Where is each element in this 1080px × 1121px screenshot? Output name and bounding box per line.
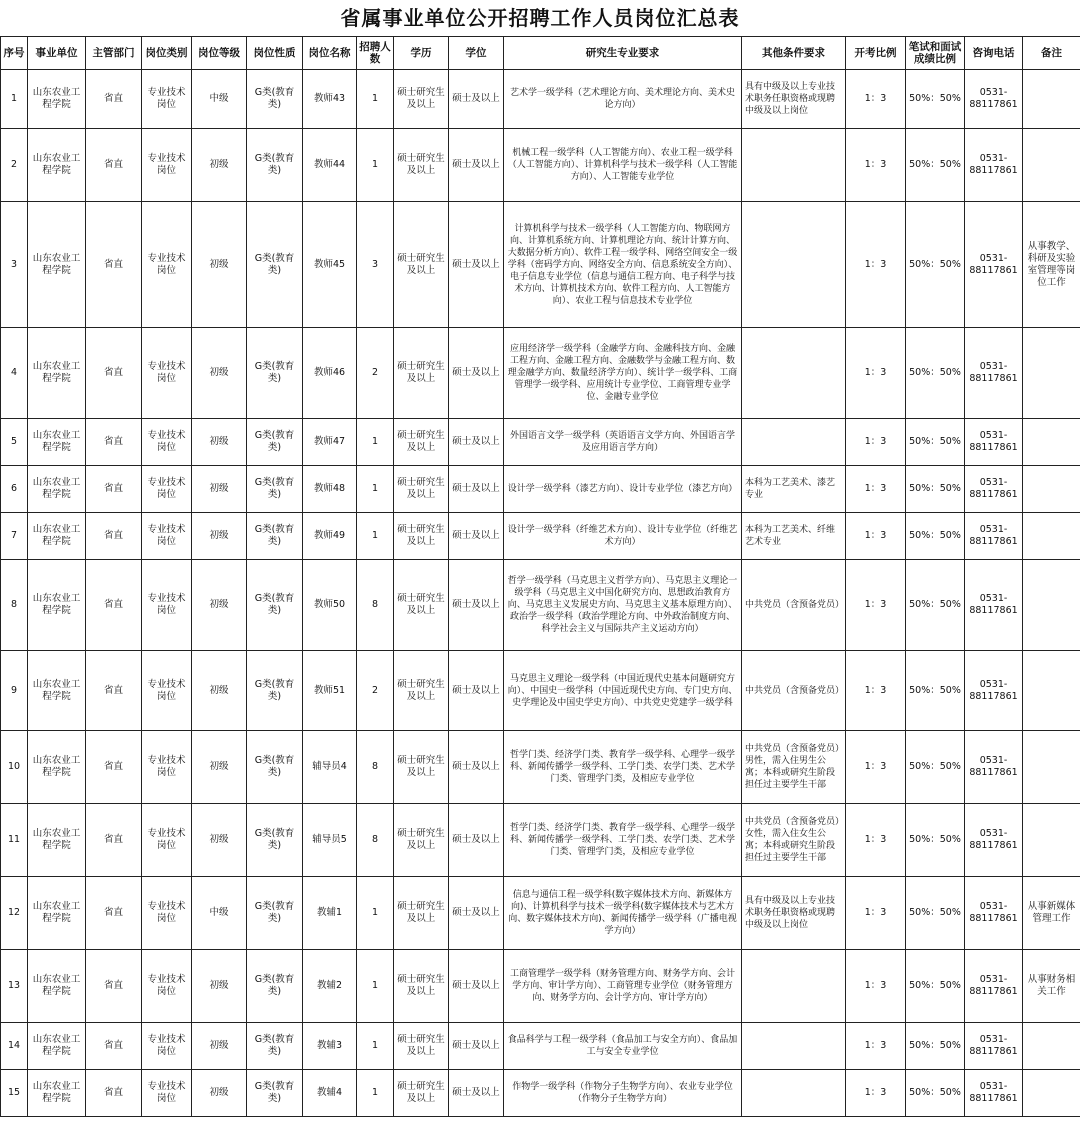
table-row bbox=[1, 513, 1080, 560]
cell-weight: 50%：50% bbox=[906, 419, 965, 466]
cell-dept: 省直 bbox=[86, 1023, 142, 1070]
cell-note bbox=[1023, 328, 1080, 419]
cell-dept: 省直 bbox=[86, 804, 142, 877]
cell-major: 计算机科学与技术一级学科（人工智能方向、物联网方向、计算机系统方向、计算机理论方向、统计计算方向、大数据分析方向）、软件工程一级学科、网络空间安全一级学科（密码学方向、网络安全方向、信息系统安全方向）、电子信息专业学位（信息与通信工程方向、电子科学与技术方向、计算机技术方向、软件工程方向、人工智能方向）、农业工程与信息技术专业学位 bbox=[504, 202, 742, 328]
cell-count: 1 bbox=[357, 466, 394, 513]
cell-note bbox=[1023, 1070, 1080, 1117]
cell-level: 初级 bbox=[192, 651, 247, 731]
cell-count: 1 bbox=[357, 70, 394, 129]
cell-unit: 山东农业工程学院 bbox=[28, 419, 86, 466]
cell-name: 教师49 bbox=[303, 513, 357, 560]
cell-degree: 硕士及以上 bbox=[449, 560, 504, 651]
cell-note bbox=[1023, 1023, 1080, 1070]
cell-count: 2 bbox=[357, 651, 394, 731]
cell-no: 4 bbox=[1, 328, 28, 419]
cell-ratio: 1：3 bbox=[846, 877, 906, 950]
cell-unit: 山东农业工程学院 bbox=[28, 466, 86, 513]
cell-dept: 省直 bbox=[86, 950, 142, 1023]
cell-weight: 50%：50% bbox=[906, 202, 965, 328]
cell-note bbox=[1023, 419, 1080, 466]
cell-nature: G类(教育类) bbox=[247, 129, 303, 202]
cell-edu: 硕士研究生及以上 bbox=[394, 804, 449, 877]
cell-note bbox=[1023, 651, 1080, 731]
table-row bbox=[1, 560, 1080, 651]
cell-unit: 山东农业工程学院 bbox=[28, 202, 86, 328]
cell-unit: 山东农业工程学院 bbox=[28, 651, 86, 731]
cell-major: 哲学门类、经济学门类、教育学一级学科、心理学一级学科、新闻传播学一级学科、工学门类、农学门类、艺术学门类、管理学门类，及相应专业学位 bbox=[504, 804, 742, 877]
cell-category: 专业技术岗位 bbox=[142, 1070, 192, 1117]
cell-dept: 省直 bbox=[86, 202, 142, 328]
cell-ratio: 1：3 bbox=[846, 419, 906, 466]
table-row bbox=[1, 1023, 1080, 1070]
cell-phone: 0531-88117861 bbox=[965, 70, 1023, 129]
cell-level: 初级 bbox=[192, 202, 247, 328]
cell-no: 2 bbox=[1, 129, 28, 202]
cell-note bbox=[1023, 129, 1080, 202]
cell-major: 应用经济学一级学科（金融学方向、金融科技方向、金融工程方向、金融工程方向、金融数学与金融工程方向、数理金融学方向、数量经济学方向）、统计学一级学科、工商管理学一级学科、应用统计专业学位、工商管理专业学位、金融专业学位 bbox=[504, 328, 742, 419]
cell-phone: 0531-88117861 bbox=[965, 466, 1023, 513]
cell-name: 教师51 bbox=[303, 651, 357, 731]
cell-major: 作物学一级学科（作物分子生物学方向）、农业专业学位（作物分子生物学方向） bbox=[504, 1070, 742, 1117]
header-category: 岗位类别 bbox=[142, 37, 192, 70]
cell-degree: 硕士及以上 bbox=[449, 651, 504, 731]
cell-dept: 省直 bbox=[86, 560, 142, 651]
table-body bbox=[1, 70, 1080, 1117]
cell-major: 哲学一级学科（马克思主义哲学方向）、马克思主义理论一级学科（马克思主义中国化研究方向、思想政治教育方向、马克思主义发展史方向、马克思主义基本原理方向）、政治学一级学科（政治学理论方向、中外政治制度方向、科学社会主义与国际共产主义运动方向） bbox=[504, 560, 742, 651]
cell-unit: 山东农业工程学院 bbox=[28, 731, 86, 804]
cell-weight: 50%：50% bbox=[906, 1070, 965, 1117]
cell-edu: 硕士研究生及以上 bbox=[394, 513, 449, 560]
cell-name: 教师43 bbox=[303, 70, 357, 129]
cell-count: 1 bbox=[357, 419, 394, 466]
cell-category: 专业技术岗位 bbox=[142, 731, 192, 804]
cell-unit: 山东农业工程学院 bbox=[28, 1070, 86, 1117]
cell-no: 14 bbox=[1, 1023, 28, 1070]
cell-level: 初级 bbox=[192, 560, 247, 651]
cell-unit: 山东农业工程学院 bbox=[28, 129, 86, 202]
cell-category: 专业技术岗位 bbox=[142, 202, 192, 328]
cell-ratio: 1：3 bbox=[846, 129, 906, 202]
cell-phone: 0531-88117861 bbox=[965, 202, 1023, 328]
table-row bbox=[1, 651, 1080, 731]
cell-edu: 硕士研究生及以上 bbox=[394, 419, 449, 466]
cell-major: 哲学门类、经济学门类、教育学一级学科、心理学一级学科、新闻传播学一级学科、工学门类、农学门类、艺术学门类、管理学门类，及相应专业学位 bbox=[504, 731, 742, 804]
cell-degree: 硕士及以上 bbox=[449, 804, 504, 877]
cell-nature: G类(教育类) bbox=[247, 1070, 303, 1117]
cell-major: 马克思主义理论一级学科（中国近现代史基本问题研究方向）、中国史一级学科（中国近现代史方向、专门史方向、史学理论及中国史学史方向）、中共党史党建学一级学科 bbox=[504, 651, 742, 731]
cell-category: 专业技术岗位 bbox=[142, 804, 192, 877]
cell-nature: G类(教育类) bbox=[247, 328, 303, 419]
cell-category: 专业技术岗位 bbox=[142, 1023, 192, 1070]
cell-other bbox=[742, 1023, 846, 1070]
cell-weight: 50%：50% bbox=[906, 804, 965, 877]
cell-degree: 硕士及以上 bbox=[449, 1070, 504, 1117]
cell-degree: 硕士及以上 bbox=[449, 950, 504, 1023]
table-row bbox=[1, 70, 1080, 129]
cell-ratio: 1：3 bbox=[846, 202, 906, 328]
table-row bbox=[1, 466, 1080, 513]
cell-count: 8 bbox=[357, 560, 394, 651]
cell-level: 初级 bbox=[192, 1070, 247, 1117]
cell-other bbox=[742, 129, 846, 202]
cell-nature: G类(教育类) bbox=[247, 877, 303, 950]
cell-no: 10 bbox=[1, 731, 28, 804]
cell-count: 1 bbox=[357, 513, 394, 560]
cell-edu: 硕士研究生及以上 bbox=[394, 1023, 449, 1070]
cell-edu: 硕士研究生及以上 bbox=[394, 731, 449, 804]
table-row bbox=[1, 731, 1080, 804]
cell-edu: 硕士研究生及以上 bbox=[394, 950, 449, 1023]
cell-ratio: 1：3 bbox=[846, 804, 906, 877]
cell-name: 辅导员5 bbox=[303, 804, 357, 877]
cell-degree: 硕士及以上 bbox=[449, 419, 504, 466]
cell-weight: 50%：50% bbox=[906, 129, 965, 202]
cell-unit: 山东农业工程学院 bbox=[28, 877, 86, 950]
cell-phone: 0531-88117861 bbox=[965, 731, 1023, 804]
cell-nature: G类(教育类) bbox=[247, 1023, 303, 1070]
table-row bbox=[1, 328, 1080, 419]
cell-note bbox=[1023, 70, 1080, 129]
cell-no: 3 bbox=[1, 202, 28, 328]
cell-other bbox=[742, 419, 846, 466]
cell-nature: G类(教育类) bbox=[247, 731, 303, 804]
cell-no: 7 bbox=[1, 513, 28, 560]
cell-category: 专业技术岗位 bbox=[142, 129, 192, 202]
cell-ratio: 1：3 bbox=[846, 328, 906, 419]
cell-major: 食品科学与工程一级学科（食品加工与安全方向）、食品加工与安全专业学位 bbox=[504, 1023, 742, 1070]
cell-edu: 硕士研究生及以上 bbox=[394, 1070, 449, 1117]
cell-dept: 省直 bbox=[86, 651, 142, 731]
header-ratio: 开考比例 bbox=[846, 37, 906, 70]
cell-other: 中共党员（含预备党员） bbox=[742, 651, 846, 731]
cell-edu: 硕士研究生及以上 bbox=[394, 328, 449, 419]
cell-degree: 硕士及以上 bbox=[449, 70, 504, 129]
cell-no: 12 bbox=[1, 877, 28, 950]
cell-ratio: 1：3 bbox=[846, 731, 906, 804]
cell-weight: 50%：50% bbox=[906, 731, 965, 804]
cell-weight: 50%：50% bbox=[906, 70, 965, 129]
header-dept: 主管部门 bbox=[86, 37, 142, 70]
cell-edu: 硕士研究生及以上 bbox=[394, 202, 449, 328]
cell-major: 外国语言文学一级学科（英语语言文学方向、外国语言学及应用语言学方向） bbox=[504, 419, 742, 466]
cell-category: 专业技术岗位 bbox=[142, 466, 192, 513]
header-note: 备注 bbox=[1023, 37, 1080, 70]
cell-ratio: 1：3 bbox=[846, 560, 906, 651]
cell-degree: 硕士及以上 bbox=[449, 328, 504, 419]
cell-weight: 50%：50% bbox=[906, 466, 965, 513]
cell-degree: 硕士及以上 bbox=[449, 877, 504, 950]
cell-note bbox=[1023, 466, 1080, 513]
cell-degree: 硕士及以上 bbox=[449, 466, 504, 513]
cell-no: 6 bbox=[1, 466, 28, 513]
cell-level: 初级 bbox=[192, 731, 247, 804]
cell-major: 信息与通信工程一级学科(数字媒体技术方向、新媒体方向)、计算机科学与技术一级学科(数字媒体技术与艺术方向、数字媒体技术方向)、新闻传播学一级学科（广播电视学方向） bbox=[504, 877, 742, 950]
cell-unit: 山东农业工程学院 bbox=[28, 70, 86, 129]
cell-category: 专业技术岗位 bbox=[142, 877, 192, 950]
cell-degree: 硕士及以上 bbox=[449, 731, 504, 804]
cell-weight: 50%：50% bbox=[906, 1023, 965, 1070]
cell-phone: 0531-88117861 bbox=[965, 513, 1023, 560]
cell-ratio: 1：3 bbox=[846, 70, 906, 129]
cell-phone: 0531-88117861 bbox=[965, 129, 1023, 202]
cell-name: 教辅1 bbox=[303, 877, 357, 950]
cell-nature: G类(教育类) bbox=[247, 804, 303, 877]
cell-phone: 0531-88117861 bbox=[965, 651, 1023, 731]
cell-other: 具有中级及以上专业技术职务任职资格或现聘中级及以上岗位 bbox=[742, 70, 846, 129]
cell-edu: 硕士研究生及以上 bbox=[394, 466, 449, 513]
cell-no: 13 bbox=[1, 950, 28, 1023]
table-row bbox=[1, 419, 1080, 466]
header-nature: 岗位性质 bbox=[247, 37, 303, 70]
cell-level: 初级 bbox=[192, 513, 247, 560]
cell-unit: 山东农业工程学院 bbox=[28, 560, 86, 651]
cell-category: 专业技术岗位 bbox=[142, 560, 192, 651]
cell-category: 专业技术岗位 bbox=[142, 419, 192, 466]
cell-note bbox=[1023, 804, 1080, 877]
cell-unit: 山东农业工程学院 bbox=[28, 950, 86, 1023]
cell-edu: 硕士研究生及以上 bbox=[394, 877, 449, 950]
cell-nature: G类(教育类) bbox=[247, 651, 303, 731]
cell-nature: G类(教育类) bbox=[247, 419, 303, 466]
cell-degree: 硕士及以上 bbox=[449, 202, 504, 328]
cell-unit: 山东农业工程学院 bbox=[28, 1023, 86, 1070]
cell-phone: 0531-88117861 bbox=[965, 1023, 1023, 1070]
cell-weight: 50%：50% bbox=[906, 651, 965, 731]
header-row bbox=[1, 37, 1080, 70]
cell-other: 中共党员（含预备党员）女性，需入住女生公寓；本科或研究生阶段担任过主要学生干部 bbox=[742, 804, 846, 877]
cell-name: 教辅4 bbox=[303, 1070, 357, 1117]
cell-note: 从事教学、科研及实验室管理等岗位工作 bbox=[1023, 202, 1080, 328]
cell-name: 教师45 bbox=[303, 202, 357, 328]
header-name: 岗位名称 bbox=[303, 37, 357, 70]
cell-count: 1 bbox=[357, 129, 394, 202]
cell-category: 专业技术岗位 bbox=[142, 950, 192, 1023]
table-row bbox=[1, 129, 1080, 202]
cell-degree: 硕士及以上 bbox=[449, 129, 504, 202]
cell-other bbox=[742, 1070, 846, 1117]
cell-level: 初级 bbox=[192, 1023, 247, 1070]
cell-other: 中共党员（含预备党员）男性，需入住男生公寓；本科或研究生阶段担任过主要学生干部 bbox=[742, 731, 846, 804]
table-row bbox=[1, 877, 1080, 950]
cell-major: 设计学一级学科（漆艺方向）、设计专业学位（漆艺方向） bbox=[504, 466, 742, 513]
cell-weight: 50%：50% bbox=[906, 877, 965, 950]
cell-nature: G类(教育类) bbox=[247, 466, 303, 513]
cell-major: 机械工程一级学科（人工智能方向）、农业工程一级学科（人工智能方向）、计算机科学与技术一级学科（人工智能方向）、人工智能专业学位 bbox=[504, 129, 742, 202]
cell-note bbox=[1023, 560, 1080, 651]
cell-count: 1 bbox=[357, 950, 394, 1023]
header-unit: 事业单位 bbox=[28, 37, 86, 70]
cell-category: 专业技术岗位 bbox=[142, 651, 192, 731]
table-row bbox=[1, 950, 1080, 1023]
cell-name: 教辅2 bbox=[303, 950, 357, 1023]
cell-dept: 省直 bbox=[86, 731, 142, 804]
cell-no: 15 bbox=[1, 1070, 28, 1117]
cell-level: 初级 bbox=[192, 328, 247, 419]
cell-other: 具有中级及以上专业技术职务任职资格或现聘中级及以上岗位 bbox=[742, 877, 846, 950]
cell-dept: 省直 bbox=[86, 877, 142, 950]
cell-phone: 0531-88117861 bbox=[965, 1070, 1023, 1117]
cell-level: 初级 bbox=[192, 950, 247, 1023]
cell-edu: 硕士研究生及以上 bbox=[394, 651, 449, 731]
header-level: 岗位等级 bbox=[192, 37, 247, 70]
cell-note: 从事财务相关工作 bbox=[1023, 950, 1080, 1023]
cell-count: 1 bbox=[357, 1023, 394, 1070]
cell-no: 1 bbox=[1, 70, 28, 129]
cell-level: 初级 bbox=[192, 804, 247, 877]
cell-dept: 省直 bbox=[86, 328, 142, 419]
cell-level: 中级 bbox=[192, 877, 247, 950]
cell-weight: 50%：50% bbox=[906, 513, 965, 560]
cell-other bbox=[742, 328, 846, 419]
cell-edu: 硕士研究生及以上 bbox=[394, 129, 449, 202]
cell-level: 中级 bbox=[192, 70, 247, 129]
cell-degree: 硕士及以上 bbox=[449, 1023, 504, 1070]
cell-count: 8 bbox=[357, 804, 394, 877]
cell-no: 9 bbox=[1, 651, 28, 731]
cell-other bbox=[742, 202, 846, 328]
cell-name: 教师50 bbox=[303, 560, 357, 651]
cell-other: 本科为工艺美术、纤维艺术专业 bbox=[742, 513, 846, 560]
cell-degree: 硕士及以上 bbox=[449, 513, 504, 560]
cell-nature: G类(教育类) bbox=[247, 202, 303, 328]
cell-edu: 硕士研究生及以上 bbox=[394, 560, 449, 651]
cell-ratio: 1：3 bbox=[846, 950, 906, 1023]
header-other: 其他条件要求 bbox=[742, 37, 846, 70]
cell-nature: G类(教育类) bbox=[247, 560, 303, 651]
table-row bbox=[1, 1070, 1080, 1117]
cell-no: 5 bbox=[1, 419, 28, 466]
cell-nature: G类(教育类) bbox=[247, 70, 303, 129]
cell-dept: 省直 bbox=[86, 466, 142, 513]
cell-name: 教师47 bbox=[303, 419, 357, 466]
page-title: 省属事业单位公开招聘工作人员岗位汇总表 bbox=[340, 6, 740, 30]
positions-table bbox=[0, 36, 1080, 1117]
cell-category: 专业技术岗位 bbox=[142, 328, 192, 419]
cell-other: 中共党员（含预备党员） bbox=[742, 560, 846, 651]
cell-dept: 省直 bbox=[86, 513, 142, 560]
cell-phone: 0531-88117861 bbox=[965, 419, 1023, 466]
cell-phone: 0531-88117861 bbox=[965, 560, 1023, 651]
cell-ratio: 1：3 bbox=[846, 513, 906, 560]
cell-level: 初级 bbox=[192, 129, 247, 202]
cell-note: 从事新媒体管理工作 bbox=[1023, 877, 1080, 950]
cell-count: 3 bbox=[357, 202, 394, 328]
cell-dept: 省直 bbox=[86, 129, 142, 202]
header-degree: 学位 bbox=[449, 37, 504, 70]
cell-dept: 省直 bbox=[86, 419, 142, 466]
header-edu: 学历 bbox=[394, 37, 449, 70]
cell-phone: 0531-88117861 bbox=[965, 950, 1023, 1023]
header-count: 招聘人数 bbox=[357, 37, 394, 70]
cell-phone: 0531-88117861 bbox=[965, 804, 1023, 877]
cell-unit: 山东农业工程学院 bbox=[28, 513, 86, 560]
cell-count: 2 bbox=[357, 328, 394, 419]
cell-dept: 省直 bbox=[86, 1070, 142, 1117]
cell-level: 初级 bbox=[192, 466, 247, 513]
cell-nature: G类(教育类) bbox=[247, 513, 303, 560]
cell-note bbox=[1023, 513, 1080, 560]
cell-nature: G类(教育类) bbox=[247, 950, 303, 1023]
cell-unit: 山东农业工程学院 bbox=[28, 804, 86, 877]
cell-major: 工商管理学一级学科（财务管理方向、财务学方向、会计学方向、审计学方向）、工商管理专业学位（财务管理方向、财务学方向、会计学方向、审计学方向） bbox=[504, 950, 742, 1023]
cell-count: 1 bbox=[357, 877, 394, 950]
cell-count: 1 bbox=[357, 1070, 394, 1117]
header-weight: 笔试和面试成绩比例 bbox=[906, 37, 965, 70]
cell-dept: 省直 bbox=[86, 70, 142, 129]
cell-no: 11 bbox=[1, 804, 28, 877]
cell-phone: 0531-88117861 bbox=[965, 328, 1023, 419]
cell-major: 设计学一级学科（纤维艺术方向）、设计专业学位（纤维艺术方向） bbox=[504, 513, 742, 560]
table-row bbox=[1, 804, 1080, 877]
cell-weight: 50%：50% bbox=[906, 950, 965, 1023]
cell-ratio: 1：3 bbox=[846, 1070, 906, 1117]
cell-other: 本科为工艺美术、漆艺专业 bbox=[742, 466, 846, 513]
cell-name: 辅导员4 bbox=[303, 731, 357, 804]
cell-phone: 0531-88117861 bbox=[965, 877, 1023, 950]
cell-weight: 50%：50% bbox=[906, 328, 965, 419]
cell-note bbox=[1023, 731, 1080, 804]
cell-edu: 硕士研究生及以上 bbox=[394, 70, 449, 129]
cell-weight: 50%：50% bbox=[906, 560, 965, 651]
header-major: 研究生专业要求 bbox=[504, 37, 742, 70]
cell-name: 教辅3 bbox=[303, 1023, 357, 1070]
cell-name: 教师46 bbox=[303, 328, 357, 419]
cell-name: 教师48 bbox=[303, 466, 357, 513]
table-row bbox=[1, 202, 1080, 328]
cell-unit: 山东农业工程学院 bbox=[28, 328, 86, 419]
cell-ratio: 1：3 bbox=[846, 651, 906, 731]
cell-no: 8 bbox=[1, 560, 28, 651]
header-no: 序号 bbox=[1, 37, 28, 70]
cell-category: 专业技术岗位 bbox=[142, 513, 192, 560]
cell-category: 专业技术岗位 bbox=[142, 70, 192, 129]
cell-other bbox=[742, 950, 846, 1023]
cell-ratio: 1：3 bbox=[846, 1023, 906, 1070]
cell-level: 初级 bbox=[192, 419, 247, 466]
header-phone: 咨询电话 bbox=[965, 37, 1023, 70]
cell-count: 8 bbox=[357, 731, 394, 804]
cell-major: 艺术学一级学科（艺术理论方向、美术理论方向、美术史论方向） bbox=[504, 70, 742, 129]
cell-name: 教师44 bbox=[303, 129, 357, 202]
cell-ratio: 1：3 bbox=[846, 466, 906, 513]
